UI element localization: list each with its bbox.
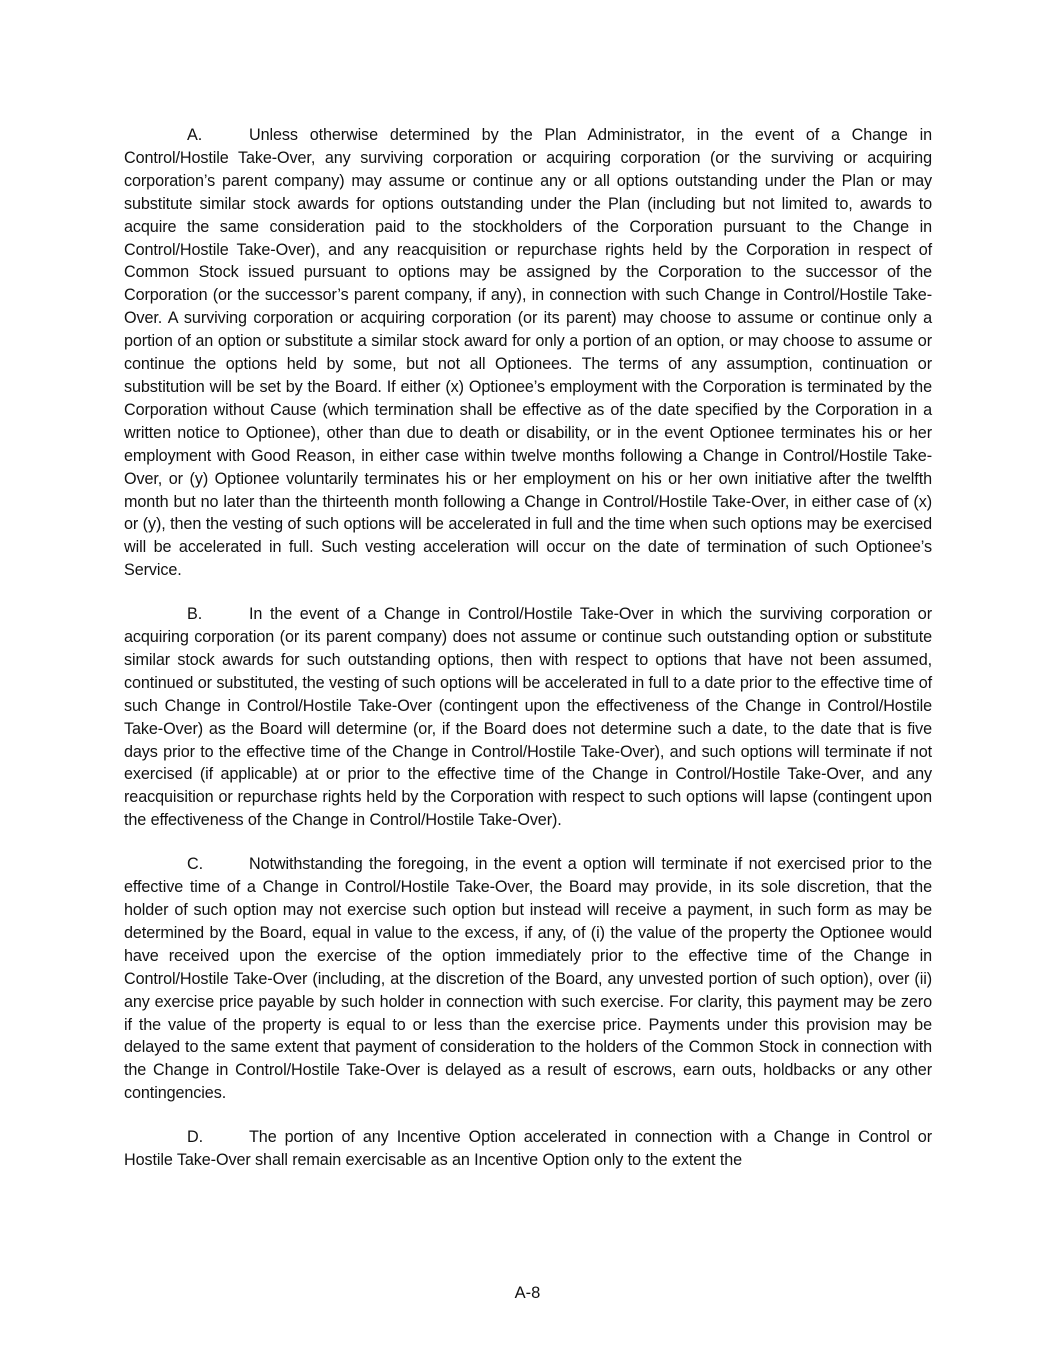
section-a-label: A. <box>187 126 203 144</box>
section-d-paragraph <box>124 1126 932 1172</box>
section-d-text: The portion of any Incentive Option accelerated in connection with a Change in Control or Hostile Take-Over shall remain exercisable as an Incentive Option only to the extent the <box>124 1128 932 1170</box>
section-c-label: C. <box>187 855 203 874</box>
document-body <box>124 124 932 1193</box>
section-a-paragraph <box>124 124 932 582</box>
section-a-text: Unless otherwise determined by the Plan Administrator, in the event of a Change in Control/Hostile Take-Over, any surviving corporation or acquiring corporation (or the surviving or acquiring corporation’s parent company) may assume or continue any or all options outstanding under the Plan or may substitute similar stock awards for options outstanding under the Plan (including but not limited to, awards to acquire the same consideration paid to the stockholders of the Corporation pursuant to the Change in Control/Hostile Take-Over), and any reacquisition or repurchase rights held by the Corporation in respect of Common Stock issued pursuant to options may be assigned by the Corporation to the successor of the Corporation (or the successor’s parent company, if any), in connection with such Change in Control/Hostile Take-Over. A surviving corporation or acquiring corporation (or its parent) may choose to assume or continue only a portion of an option or substitute a similar stock award for only a portion of an option, or may choose to assume or continue the options held by some, but not all Optionees. The terms of any assumption, continuation or substitution will be set by the Board. If either (x) Optionee’s employment with the Corporation is terminated by the Corporation without Cause (which termination shall be effective as of the date specified by the Corporation in a written notice to Optionee), other than due to death or disability, or in the event Optionee terminates his or her employment with Good Reason, in either case within twelve months following a Change in Control/Hostile Take-Over, or (y) Optionee voluntarily terminates his or her employment on his or her own initiative after the twelfth month but no later than the thirteenth month following a Change in Control/Hostile Take-Over, in either case of (x) or (y), then the vesting of such options will be accelerated in full and the time when such options may be exercised will be accelerated in full. Such vesting acceleration will occur on the date of termination of such Optionee’s Service. <box>124 126 932 580</box>
section-b-text: In the event of a Change in Control/Hostile Take-Over in which the surviving corporation or acquiring corporation (or its parent company) does not assume or continue such outstanding option or substitute similar stock awards for such outstanding options, then with respect to options that have not been assumed, continued or substituted, the vesting of such options will be accelerated in full to a date prior to the effective time of such Change in Control/Hostile Take-Over (contingent upon the effectiveness of the Change in Control/Hostile Take-Over) as the Board will determine (or, if the Board does not determine such a date, to the date that is five days prior to the effective time of the Change in Control/Hostile Take-Over), and such options will terminate if not exercised (if applicable) at or prior to the effective time of the Change in Control/Hostile Take-Over, and any reacquisition or repurchase rights held by the Corporation with respect to such options will lapse (contingent upon the effectiveness of the Change in Control/Hostile Take-Over). <box>124 605 932 830</box>
section-b-paragraph <box>124 603 932 832</box>
section-d-label: D. <box>187 1128 203 1147</box>
page-number: A-8 <box>514 1284 541 1302</box>
section-b-label: B. <box>187 605 203 624</box>
section-c-paragraph <box>124 853 932 1105</box>
section-c-text: Notwithstanding the foregoing, in the event a option will terminate if not exercised prior to the effective time of a Change in Control/Hostile Take-Over, the Board may provide, in its sole discretion, that the holder of such option may not exercise such option but instead will receive a payment, in such form as may be determined by the Board, equal in value to the excess, if any, of (i) the value of the property the Optionee would have received upon the exercise of the option immediately prior to the effective time of the Change in Control/Hostile Take-Over (including, at the discretion of the Board, any unvested portion of such option), over (ii) any exercise price payable by such holder in connection with such exercise. For clarity, this payment may be zero if the value of the property is equal to or less than the exercise price. Payments under this provision may be delayed to the same extent that payment of consideration to the holders of the Common Stock in connection with the Change in Control/Hostile Take-Over is delayed as a result of escrows, earn outs, holdbacks or any other contingencies. <box>124 855 932 1103</box>
